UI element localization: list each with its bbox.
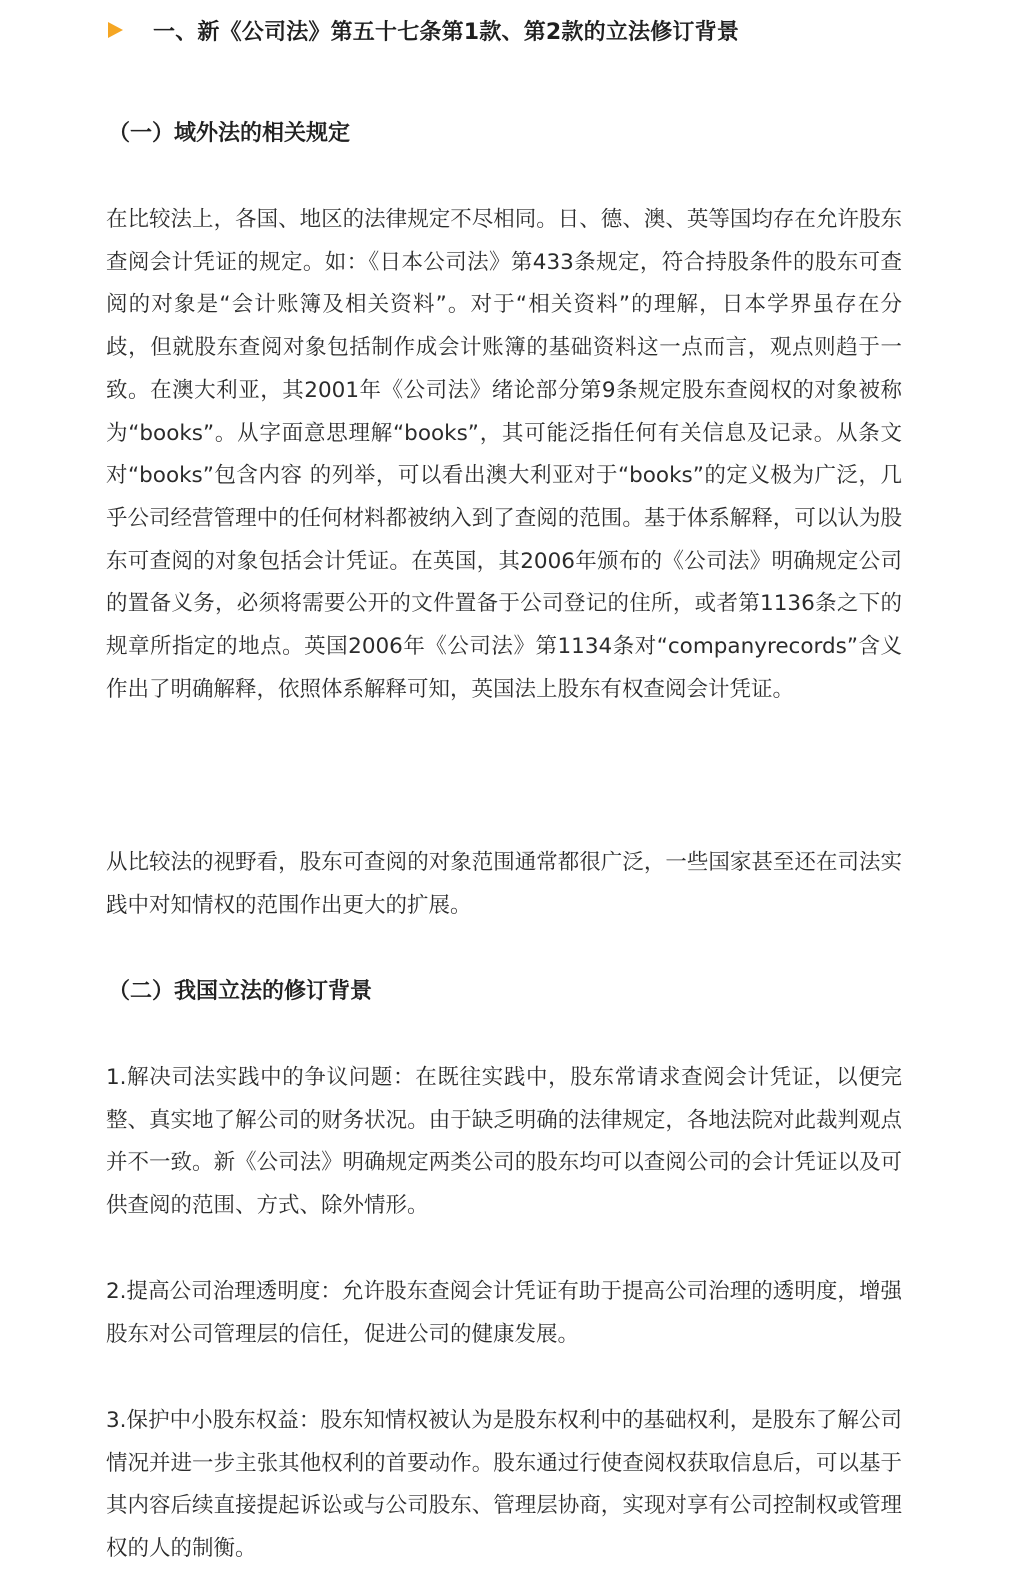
paragraph-governance-transparency: 2.提高公司治理透明度：允许股东查阅会计凭证有助于提高公司治理的透明度，增强股东对公司管理层的信任，促进公司的健康发展。 (106, 1279, 902, 1347)
paragraph-judicial-disputes: 1.解决司法实践中的争议问题：在既往实践中，股东常请求查阅会计凭证，以便完整、真实地了解公司的财务状况。由于缺乏明确的法律规定，各地法院对此裁判观点并不一致。新《公司法》明确规定两类公司的股东均可以查阅公司的会计凭证以及可供查阅的范围、方式、除外情形。 (106, 1065, 902, 1219)
main-heading (108, 10, 988, 50)
section-heading-foreign-law: （一）域外法的相关规定 (108, 121, 351, 146)
paragraph-minority-shareholders: 3.保护中小股东权益：股东知情权被认为是股东权利中的基础权利，是股东了解公司情况并进一步主张其他权利的首要动作。股东通过行使查阅权获取信息后，可以基于其内容后续直接提起诉讼或与公司股东、管理层协商，实现对享有公司控制权或管理权的人的制衡。 (106, 1408, 902, 1562)
article-title: 一、新《公司法》第五十七条第1款、第2款的立法修订背景 (153, 19, 740, 45)
section-heading-domestic-background: （二）我国立法的修订背景 (108, 979, 373, 1004)
paragraph-comparative-summary: 从比较法的视野看，股东可查阅的对象范围通常都很广泛，一些国家甚至还在司法实践中对知情权的范围作出更大的扩展。 (106, 850, 902, 918)
paragraph-comparative-law: 在比较法上，各国、地区的法律规定不尽相同。日、德、澳、英等国均存在允许股东查阅会计凭证的规定。如：《日本公司法》第433条规定，符合持股条件的股东可查阅的对象是“会计账簿及相关资料”。对于“相关资料”的理解，日本学界虽存在分歧，但就股东查阅对象包括制作成会计账簿的基础资料这一点而言，观点则趋于一致。在澳大利亚，其2001年《公司法》绪论部分第9条规定股东查阅权的对象被称为“books”。从字面意思理解“books”，其可能泛指任何有关信息及记录。从条文对“books”包含内容 的列举，可以看出澳大利亚对于“books”的定义极为广泛，几乎公司经营管理中的任何材料都被纳入到了查阅的范围。基于体系解释，可以认为股东可查阅的对象包括会计凭证。在英国，其2006年颁布的《公司法》明确规定公司的置备义务，必须将需要公开的文件置备于公司登记的住所，或者第1136条之下的规章所指定的地点。英国2006年《公司法》第1134条对“companyrecords”含义作出了明确解释，依照体系解释可知，英国法上股东有权查阅会计凭证。 (106, 207, 902, 702)
triangle-right-icon (108, 22, 123, 38)
